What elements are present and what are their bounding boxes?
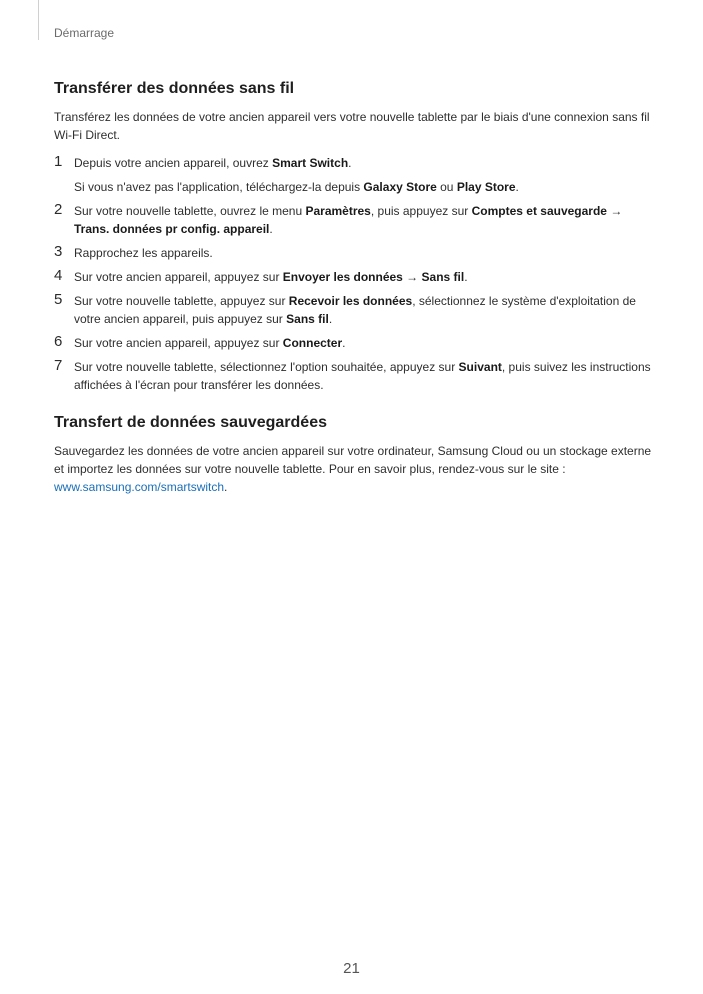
ui-label-comptes-sauvegarde: Comptes et sauvegarde	[471, 204, 607, 218]
step-number: 2	[54, 201, 63, 218]
step-text: Depuis votre ancien appareil, ouvrez	[74, 156, 273, 170]
section-label: Démarrage	[54, 26, 115, 40]
step-text: .	[342, 336, 346, 350]
step-number: 4	[54, 267, 63, 284]
section-title-wireless-transfer: Transférer des données sans fil	[54, 80, 295, 97]
ui-label-parametres: Paramètres	[305, 204, 371, 218]
smartswitch-link[interactable]: www.samsung.com/smartswitch	[54, 480, 225, 494]
step-text: .	[269, 222, 273, 236]
step-1	[54, 154, 654, 196]
ui-label-play-store: Play Store	[456, 180, 516, 194]
step-text: →	[402, 270, 422, 284]
page-number: 21	[343, 960, 360, 977]
step-text: Sur votre nouvelle tablette, ouvrez le menu	[74, 204, 306, 218]
section-title-backup-transfer: Transfert de données sauvegardées	[54, 414, 327, 431]
ui-label-trans-donnees: Trans. données pr config. appareil	[74, 222, 270, 236]
note-text: .	[515, 180, 519, 194]
note-text: Si vous n'avez pas l'application, téléchargez-la depuis	[74, 180, 364, 194]
ui-label-galaxy-store: Galaxy Store	[363, 180, 437, 194]
step-number: 7	[54, 357, 63, 374]
step-text: .	[464, 270, 468, 284]
header-divider	[38, 0, 39, 40]
step-5	[54, 292, 654, 328]
step-text: Rapprochez les appareils.	[74, 246, 213, 260]
step-6	[54, 334, 654, 352]
step-7	[54, 358, 654, 394]
step-4	[54, 268, 654, 286]
ui-label-envoyer-donnees: Envoyer les données	[282, 270, 403, 284]
step-text: Sur votre nouvelle tablette, sélectionnez l'option souhaitée, appuyez sur	[74, 360, 459, 374]
step-number: 6	[54, 333, 63, 350]
ui-label-recevoir-donnees: Recevoir les données	[288, 294, 413, 308]
step-1-note	[74, 178, 654, 196]
step-text: .	[348, 156, 352, 170]
page-content	[54, 80, 654, 496]
step-text: , sélectionnez le système d'exploitation de votre ancien appareil, puis appuyez sur	[74, 294, 636, 326]
step-3	[54, 244, 654, 262]
step-2	[54, 202, 654, 238]
step-number: 1	[54, 153, 63, 170]
ui-label-suivant: Suivant	[458, 360, 502, 374]
ui-label-sans-fil: Sans fil	[421, 270, 465, 284]
step-number: 3	[54, 243, 63, 260]
step-text: Sur votre ancien appareil, appuyez sur	[74, 336, 283, 350]
step-text: →	[606, 204, 623, 218]
note-text: ou	[436, 180, 457, 194]
backup-transfer-body	[54, 442, 654, 496]
wireless-transfer-steps	[54, 154, 654, 394]
ui-label-connecter: Connecter	[282, 336, 343, 350]
step-text: Sur votre nouvelle tablette, appuyez sur	[74, 294, 289, 308]
backup-transfer-text: Sauvegardez les données de votre ancien appareil sur votre ordinateur, Samsung Cloud ou un stockage externe et importez les données sur votre nouvelle tablette. Pour en savoir plus, rendez-vous sur le site :	[54, 444, 652, 476]
step-text: , puis suivez les instructions affichées à l'écran pour transférer les données.	[74, 360, 651, 392]
step-text: .	[328, 312, 333, 326]
step-number: 5	[54, 291, 63, 308]
ui-label-sans-fil: Sans fil	[286, 312, 329, 326]
ui-label-smart-switch: Smart Switch	[272, 156, 349, 170]
step-text: , puis appuyez sur	[370, 204, 472, 218]
wireless-transfer-intro: Transférez les données de votre ancien appareil vers votre nouvelle tablette par le biais d'une connexion sans fil Wi-Fi Direct.	[54, 110, 650, 142]
backup-transfer-text-end: .	[224, 480, 228, 494]
backup-transfer-section	[54, 414, 654, 496]
step-text: Sur votre ancien appareil, appuyez sur	[74, 270, 283, 284]
